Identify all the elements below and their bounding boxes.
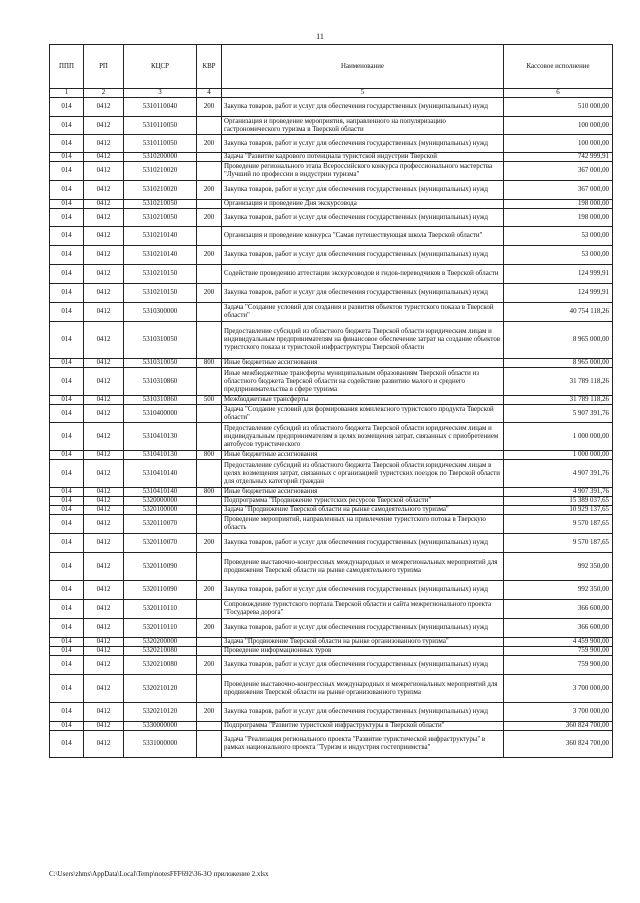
header-amount: Кассовое исполнение [504, 45, 613, 89]
cell-ppp: 014 [50, 675, 84, 703]
cell-amount: 31 789 118,26 [504, 396, 613, 405]
cell-ppp: 014 [50, 647, 84, 656]
cell-kcsr: 5310410130 [124, 451, 197, 460]
cell-name: Закупка товаров, работ и услуг для обеспечения государственных (муниципальных) нужд [222, 581, 504, 600]
cell-rp: 0412 [84, 322, 124, 359]
cell-ppp: 014 [50, 703, 84, 722]
table-row [50, 488, 613, 497]
cell-ppp: 014 [50, 153, 84, 162]
cell-kvr [197, 227, 222, 246]
cell-amount: 198 000,00 [504, 209, 613, 227]
cell-name: Задача "Продвижение Тверской области на рынке самодеятельного туризма" [222, 506, 504, 515]
cell-rp: 0412 [84, 497, 124, 506]
cell-kcsr: 5310110040 [124, 98, 197, 117]
cell-kcsr: 5320200000 [124, 638, 197, 647]
column-number: 1 [50, 89, 84, 98]
cell-name: Закупка товаров, работ и услуг для обеспечения государственных (муниципальных) нужд [222, 209, 504, 227]
cell-ppp: 014 [50, 506, 84, 515]
table-row [50, 703, 613, 722]
cell-rp: 0412 [84, 98, 124, 117]
table-row [50, 581, 613, 600]
cell-kvr [197, 600, 222, 619]
table-row [50, 359, 613, 368]
table-row [50, 246, 613, 265]
cell-kcsr: 5310410130 [124, 423, 197, 451]
table-row [50, 405, 613, 423]
cell-amount: 4 907 391,76 [504, 460, 613, 488]
cell-kcsr: 5310210150 [124, 265, 197, 284]
table-header-row [50, 45, 613, 89]
cell-kvr: 200 [197, 534, 222, 553]
cell-name: Предоставление субсидий из областного бюджета Тверской области юридическим лицам и индивидуальным предпринимателям в целях возмещения затрат, связанных с приобретением автобусов туристического [222, 423, 504, 451]
table-row [50, 534, 613, 553]
cell-name: Закупка товаров, работ и услуг для обеспечения государственных (муниципальных) нужд [222, 534, 504, 553]
cell-kcsr: 5320000000 [124, 497, 197, 506]
cell-kvr: 500 [197, 396, 222, 405]
page-number: 11 [316, 32, 324, 41]
cell-ppp: 014 [50, 451, 84, 460]
cell-kcsr: 5310210140 [124, 227, 197, 246]
cell-name: Иные бюджетные ассигнования [222, 451, 504, 460]
cell-amount: 3 700 000,00 [504, 675, 613, 703]
column-number: 6 [504, 89, 613, 98]
cell-amount: 31 789 118,26 [504, 368, 613, 396]
cell-rp: 0412 [84, 284, 124, 303]
cell-kcsr: 5320110090 [124, 553, 197, 581]
table-row [50, 227, 613, 246]
cell-rp: 0412 [84, 265, 124, 284]
cell-kcsr: 5310310050 [124, 359, 197, 368]
cell-kvr: 800 [197, 488, 222, 497]
cell-name: Межбюджетные трансферты [222, 396, 504, 405]
cell-amount: 8 965 000,00 [504, 322, 613, 359]
cell-name: Подпрограмма "Развитие туристской инфраструктуры в Тверской области" [222, 722, 504, 731]
cell-ppp: 014 [50, 534, 84, 553]
cell-name: Сопровождение туристского портала Тверской области и сайта межрегионального проекта "Государева дорога" [222, 600, 504, 619]
cell-rp: 0412 [84, 153, 124, 162]
cell-kvr [197, 506, 222, 515]
cell-rp: 0412 [84, 209, 124, 227]
table-row [50, 209, 613, 227]
cell-rp: 0412 [84, 647, 124, 656]
cell-kcsr: 5310410140 [124, 488, 197, 497]
table-row [50, 638, 613, 647]
cell-kvr: 200 [197, 209, 222, 227]
cell-amount: 992 350,00 [504, 553, 613, 581]
cell-amount: 9 570 187,65 [504, 534, 613, 553]
cell-rp: 0412 [84, 303, 124, 322]
cell-ppp: 014 [50, 359, 84, 368]
cell-rp: 0412 [84, 703, 124, 722]
cell-rp: 0412 [84, 200, 124, 209]
cell-kcsr: 5320110070 [124, 534, 197, 553]
cell-rp: 0412 [84, 405, 124, 423]
cell-kcsr: 5320110110 [124, 619, 197, 638]
cell-kvr [197, 731, 222, 758]
cell-rp: 0412 [84, 451, 124, 460]
cell-amount: 198 000,00 [504, 200, 613, 209]
cell-kcsr: 5310110050 [124, 117, 197, 135]
table-row [50, 675, 613, 703]
cell-amount: 15 389 037,65 [504, 497, 613, 506]
cell-kvr [197, 265, 222, 284]
cell-kvr: 200 [197, 656, 222, 675]
cell-rp: 0412 [84, 396, 124, 405]
cell-kvr [197, 722, 222, 731]
cell-amount: 360 824 700,00 [504, 731, 613, 758]
file-path-footer: C:\Users\zhms\AppData\Local\Temp\notesFFF692\36-ЗО приложение 2.xlsx [49, 870, 269, 878]
cell-name: Закупка товаров, работ и услуг для обеспечения государственных (муниципальных) нужд [222, 656, 504, 675]
cell-kvr [197, 553, 222, 581]
cell-kcsr: 5310210050 [124, 200, 197, 209]
table-body [50, 98, 613, 758]
cell-name: Проведение выставочно-конгрессных международных и межрегиональных мероприятий для продвижения Тверской области на рынке самодеятельного туризма [222, 553, 504, 581]
table-row [50, 515, 613, 534]
cell-kvr [197, 497, 222, 506]
cell-ppp: 014 [50, 181, 84, 200]
cell-kvr [197, 423, 222, 451]
cell-rp: 0412 [84, 227, 124, 246]
cell-rp: 0412 [84, 731, 124, 758]
cell-ppp: 014 [50, 98, 84, 117]
cell-ppp: 014 [50, 368, 84, 396]
cell-kcsr: 5310210020 [124, 162, 197, 181]
cell-ppp: 014 [50, 209, 84, 227]
cell-amount: 3 700 000,00 [504, 703, 613, 722]
table-row [50, 153, 613, 162]
cell-kvr [197, 322, 222, 359]
table-row [50, 396, 613, 405]
cell-kcsr: 5330000000 [124, 722, 197, 731]
cell-kcsr: 5310310860 [124, 396, 197, 405]
cell-rp: 0412 [84, 135, 124, 153]
table-row [50, 423, 613, 451]
table-row [50, 98, 613, 117]
table-row [50, 117, 613, 135]
cell-kvr: 200 [197, 581, 222, 600]
cell-rp: 0412 [84, 460, 124, 488]
cell-kvr [197, 460, 222, 488]
cell-amount: 367 000,00 [504, 162, 613, 181]
cell-kcsr: 5310200000 [124, 153, 197, 162]
cell-ppp: 014 [50, 246, 84, 265]
cell-name: Закупка товаров, работ и услуг для обеспечения государственных (муниципальных) нужд [222, 703, 504, 722]
header-kvr: КВР [197, 45, 222, 89]
cell-amount: 8 965 000,00 [504, 359, 613, 368]
cell-name: Организация и проведение мероприятия, направленного на популяризацию гастрономического туризма в Тверской области [222, 117, 504, 135]
table-row [50, 619, 613, 638]
cell-name: Проведение информационных туров [222, 647, 504, 656]
cell-amount: 53 000,00 [504, 227, 613, 246]
column-number: 4 [197, 89, 222, 98]
cell-rp: 0412 [84, 506, 124, 515]
cell-rp: 0412 [84, 722, 124, 731]
cell-name: Закупка товаров, работ и услуг для обеспечения государственных (муниципальных) нужд [222, 619, 504, 638]
cell-amount: 360 824 700,00 [504, 722, 613, 731]
cell-name: Предоставление субсидий из областного бюджета Тверской области юридическим лицам и индивидуальным предпринимателям на финансовое обеспечение затрат на создание объектов туристского показа и туристской инфраструктуры Тверской области [222, 322, 504, 359]
cell-kcsr: 5310110050 [124, 135, 197, 153]
cell-kcsr: 5310210150 [124, 284, 197, 303]
table-row [50, 506, 613, 515]
cell-kvr [197, 405, 222, 423]
cell-kcsr: 5320110090 [124, 581, 197, 600]
cell-rp: 0412 [84, 553, 124, 581]
cell-amount: 1 000 000,00 [504, 451, 613, 460]
table-row [50, 162, 613, 181]
table-row [50, 284, 613, 303]
cell-kvr [197, 153, 222, 162]
cell-amount: 100 000,00 [504, 117, 613, 135]
cell-rp: 0412 [84, 368, 124, 396]
cell-rp: 0412 [84, 600, 124, 619]
cell-rp: 0412 [84, 534, 124, 553]
cell-name: Организация и проведение конкурса "Самая путешествующая школа Тверской области" [222, 227, 504, 246]
cell-kcsr: 5320210120 [124, 675, 197, 703]
cell-kvr: 200 [197, 98, 222, 117]
cell-kvr: 800 [197, 451, 222, 460]
cell-rp: 0412 [84, 515, 124, 534]
header-rp: РП [84, 45, 124, 89]
cell-name: Задача "Продвижение Тверской области на рынке организованного туризма" [222, 638, 504, 647]
cell-name: Проведение регионального этапа Всероссийского конкурса профессионального мастерства "Лучший по профессии в индустрии туризма" [222, 162, 504, 181]
cell-amount: 510 000,00 [504, 98, 613, 117]
cell-kvr: 800 [197, 359, 222, 368]
cell-kcsr: 5320110110 [124, 600, 197, 619]
cell-ppp: 014 [50, 227, 84, 246]
cell-kvr [197, 368, 222, 396]
cell-ppp: 014 [50, 515, 84, 534]
cell-kvr [197, 162, 222, 181]
cell-ppp: 014 [50, 135, 84, 153]
cell-kcsr: 5310310860 [124, 368, 197, 396]
cell-name: Содействие проведению аттестации экскурсоводов и гидов-переводчиков в Тверской области [222, 265, 504, 284]
cell-kvr [197, 515, 222, 534]
cell-name: Закупка товаров, работ и услуг для обеспечения государственных (муниципальных) нужд [222, 284, 504, 303]
cell-kcsr: 5331000000 [124, 731, 197, 758]
cell-kvr: 200 [197, 703, 222, 722]
header-kcsr: КЦСР [124, 45, 197, 89]
cell-ppp: 014 [50, 460, 84, 488]
cell-name: Иные бюджетные ассигнования [222, 488, 504, 497]
cell-kvr [197, 647, 222, 656]
cell-kcsr: 5310410140 [124, 460, 197, 488]
cell-rp: 0412 [84, 181, 124, 200]
cell-ppp: 014 [50, 731, 84, 758]
cell-kcsr: 5320210080 [124, 656, 197, 675]
cell-name: Предоставление субсидий из областного бюджета Тверской области юридическим лицам в целях возмещения затрат, связанных с организацией туристских поездок по Тверской области для отдельных категорий граждан [222, 460, 504, 488]
cell-kcsr: 5310210020 [124, 181, 197, 200]
cell-amount: 992 350,00 [504, 581, 613, 600]
cell-kvr [197, 117, 222, 135]
cell-kcsr: 5310400000 [124, 405, 197, 423]
cell-name: Задача "Создание условий для формирования комплексного туристского продукта Тверской области" [222, 405, 504, 423]
table-row [50, 265, 613, 284]
cell-amount: 759 900,00 [504, 656, 613, 675]
cell-amount: 759 900,00 [504, 647, 613, 656]
header-ppp: ППП [50, 45, 84, 89]
cell-kvr [197, 200, 222, 209]
cell-name: Закупка товаров, работ и услуг для обеспечения государственных (муниципальных) нужд [222, 135, 504, 153]
cell-kcsr: 5310210050 [124, 209, 197, 227]
column-number: 2 [84, 89, 124, 98]
table-row [50, 322, 613, 359]
cell-amount: 367 000,00 [504, 181, 613, 200]
budget-table [49, 44, 613, 758]
table-row [50, 200, 613, 209]
cell-kvr [197, 303, 222, 322]
cell-ppp: 014 [50, 488, 84, 497]
cell-rp: 0412 [84, 638, 124, 647]
cell-kcsr: 5320210120 [124, 703, 197, 722]
cell-rp: 0412 [84, 581, 124, 600]
cell-rp: 0412 [84, 162, 124, 181]
cell-ppp: 014 [50, 117, 84, 135]
cell-name: Задача "Развитие кадрового потенциала туристской индустрии Тверской [222, 153, 504, 162]
cell-name: Иные межбюджетные трансферты муниципальным образованиям Тверской области из областного бюджета Тверской области на содействие развитию малого и среднего предпринимательства в сфере туризма [222, 368, 504, 396]
table-row [50, 731, 613, 758]
cell-rp: 0412 [84, 423, 124, 451]
cell-rp: 0412 [84, 117, 124, 135]
table-row [50, 303, 613, 322]
cell-amount: 9 570 187,65 [504, 515, 613, 534]
cell-amount: 742 999,91 [504, 153, 613, 162]
cell-kvr [197, 675, 222, 703]
cell-ppp: 014 [50, 423, 84, 451]
cell-amount: 10 929 137,65 [504, 506, 613, 515]
table-row [50, 656, 613, 675]
header-name: Наименование [222, 45, 504, 89]
cell-kvr: 200 [197, 619, 222, 638]
cell-ppp: 014 [50, 284, 84, 303]
table-row [50, 181, 613, 200]
cell-ppp: 014 [50, 322, 84, 359]
cell-name: Организация и проведение Дня экскурсовода [222, 200, 504, 209]
cell-rp: 0412 [84, 675, 124, 703]
cell-name: Закупка товаров, работ и услуг для обеспечения государственных (муниципальных) нужд [222, 246, 504, 265]
cell-amount: 40 754 118,26 [504, 303, 613, 322]
table-row [50, 451, 613, 460]
cell-amount: 1 000 000,00 [504, 423, 613, 451]
cell-name: Задача "Создание условий для создания и развития объектов туристского показа в Тверской области" [222, 303, 504, 322]
cell-kcsr: 5320100000 [124, 506, 197, 515]
cell-amount: 4 907 391,76 [504, 488, 613, 497]
cell-name: Закупка товаров, работ и услуг для обеспечения государственных (муниципальных) нужд [222, 98, 504, 117]
cell-rp: 0412 [84, 619, 124, 638]
cell-amount: 366 600,00 [504, 600, 613, 619]
cell-name: Закупка товаров, работ и услуг для обеспечения государственных (муниципальных) нужд [222, 181, 504, 200]
cell-name: Проведение мероприятий, направленных на привлечение туристского потока в Тверскую область [222, 515, 504, 534]
cell-kvr: 200 [197, 181, 222, 200]
cell-kcsr: 5310210140 [124, 246, 197, 265]
cell-rp: 0412 [84, 488, 124, 497]
cell-ppp: 014 [50, 656, 84, 675]
cell-amount: 124 999,91 [504, 284, 613, 303]
cell-name: Проведение выставочно-конгрессных международных и межрегиональных мероприятий для продвижения Тверской области на рынке организованного туризма [222, 675, 504, 703]
cell-amount: 366 600,00 [504, 619, 613, 638]
table-row [50, 647, 613, 656]
cell-kvr: 200 [197, 246, 222, 265]
cell-ppp: 014 [50, 722, 84, 731]
cell-kcsr: 5310300000 [124, 303, 197, 322]
column-number-row [50, 89, 613, 98]
cell-ppp: 014 [50, 303, 84, 322]
cell-ppp: 014 [50, 638, 84, 647]
cell-kvr: 200 [197, 284, 222, 303]
cell-amount: 4 459 900,00 [504, 638, 613, 647]
cell-amount: 5 907 391,76 [504, 405, 613, 423]
cell-ppp: 014 [50, 265, 84, 284]
cell-ppp: 014 [50, 396, 84, 405]
table-row [50, 460, 613, 488]
cell-rp: 0412 [84, 359, 124, 368]
cell-kcsr: 5320210080 [124, 647, 197, 656]
column-number: 5 [222, 89, 504, 98]
cell-ppp: 014 [50, 600, 84, 619]
column-number: 3 [124, 89, 197, 98]
cell-rp: 0412 [84, 246, 124, 265]
table-row [50, 368, 613, 396]
cell-amount: 124 999,91 [504, 265, 613, 284]
cell-kvr: 200 [197, 135, 222, 153]
cell-ppp: 014 [50, 200, 84, 209]
table-row [50, 722, 613, 731]
table-row [50, 135, 613, 153]
table-row [50, 497, 613, 506]
cell-ppp: 014 [50, 497, 84, 506]
cell-kvr [197, 638, 222, 647]
cell-ppp: 014 [50, 162, 84, 181]
table-row [50, 600, 613, 619]
cell-ppp: 014 [50, 619, 84, 638]
cell-rp: 0412 [84, 656, 124, 675]
cell-amount: 100 000,00 [504, 135, 613, 153]
cell-name: Подпрограмма "Продвижение туристских ресурсов Тверской области" [222, 497, 504, 506]
cell-kcsr: 5310310050 [124, 322, 197, 359]
cell-ppp: 014 [50, 553, 84, 581]
cell-amount: 53 000,00 [504, 246, 613, 265]
cell-name: Иные бюджетные ассигнования [222, 359, 504, 368]
cell-kcsr: 5320110070 [124, 515, 197, 534]
table-row [50, 553, 613, 581]
cell-ppp: 014 [50, 581, 84, 600]
cell-ppp: 014 [50, 405, 84, 423]
cell-name: Задача "Реализация регионального проекта "Развитие туристической инфраструктуры" в рамках национального проекта "Туризм и индустрия гостеприимства" [222, 731, 504, 758]
